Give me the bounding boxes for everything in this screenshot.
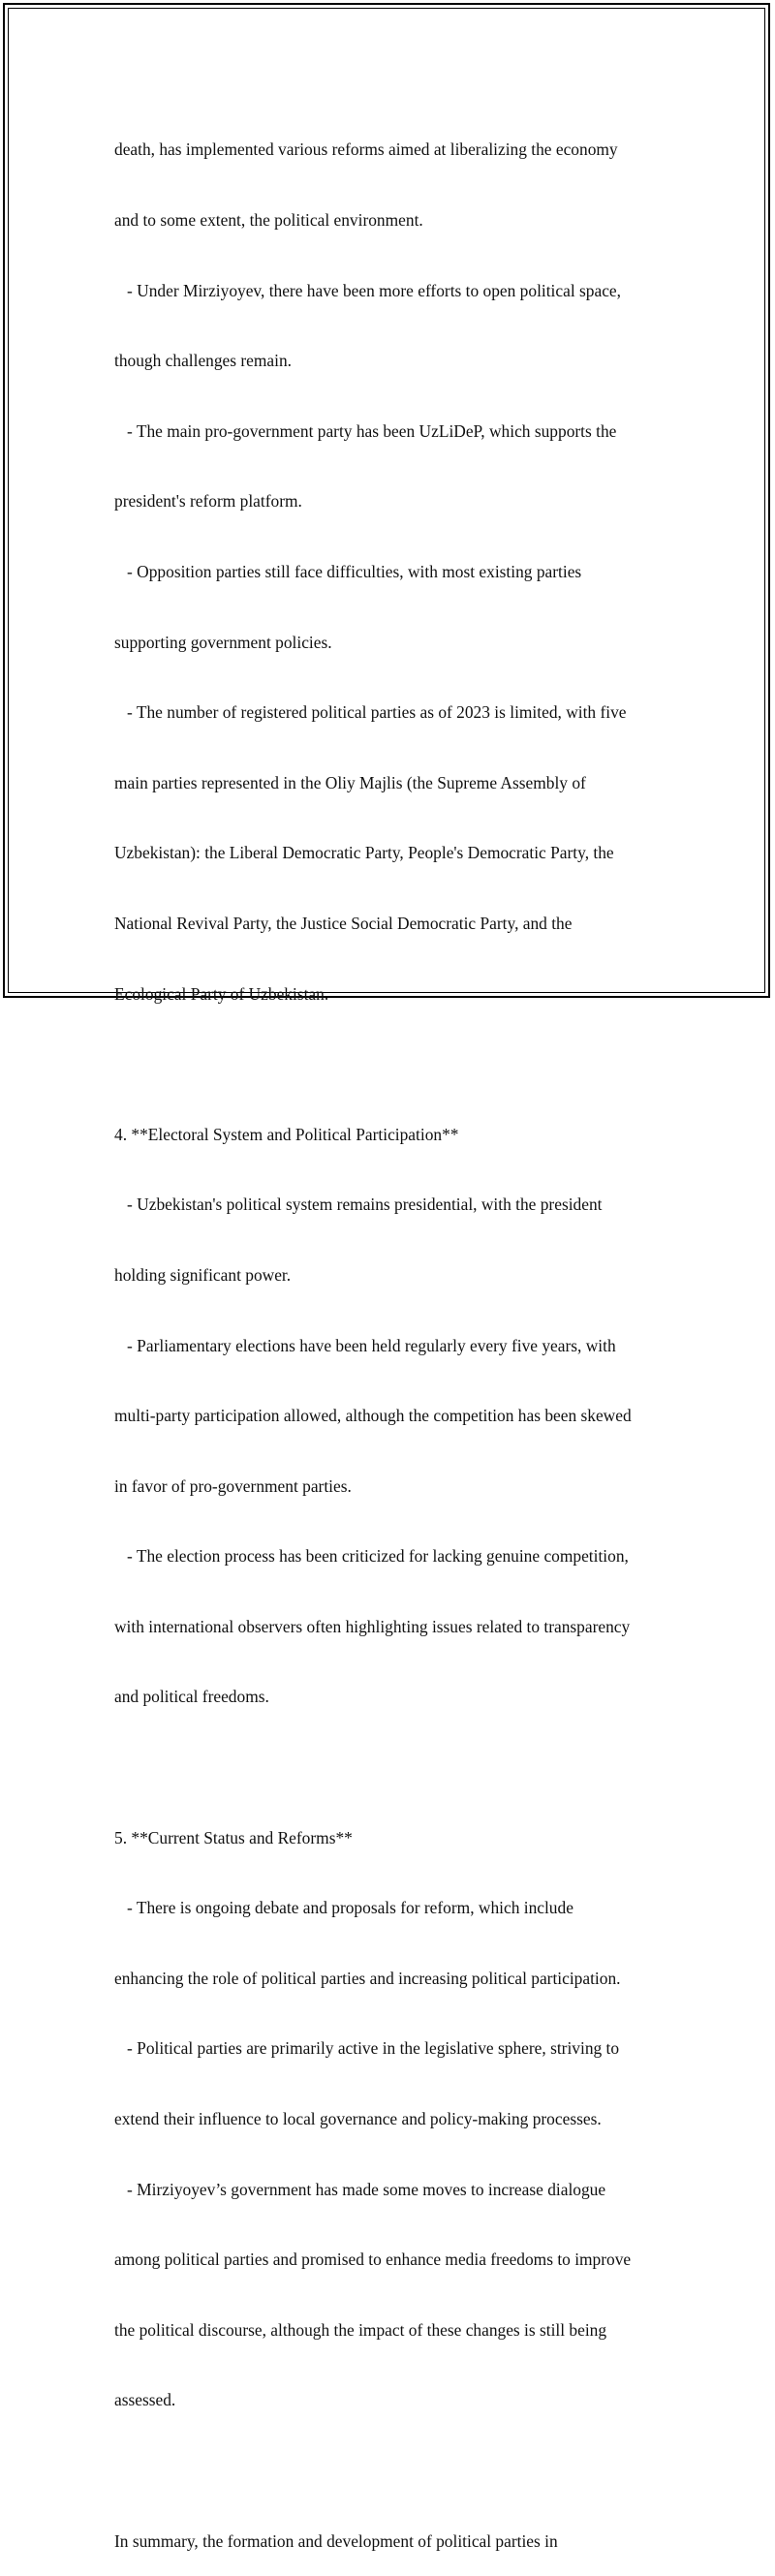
text-line: main parties represented in the Oliy Majlis (the Supreme Assembly of [114, 772, 586, 792]
text-line: among political parties and promised to enhance media freedoms to improve [114, 2250, 632, 2270]
text-line: - The election process has been criticized for lacking genuine competition, [114, 1546, 629, 1567]
blank-line [114, 2459, 676, 2482]
section-heading: 5. **Current Status and Reforms** [114, 1827, 353, 1847]
text-line: - Under Mirziyoyev, there have been more efforts to open political space, [114, 280, 621, 300]
text-line: National Revival Party, the Justice Social Democratic Party, and the [114, 913, 573, 933]
text-line: holding significant power. [114, 1264, 292, 1285]
text-line: supporting government policies. [114, 632, 332, 652]
text-line: president's reform platform. [114, 491, 302, 512]
text-line: Ecological Party of Uzbekistan. [114, 983, 329, 1004]
text-line: and to some extent, the political environment. [114, 210, 423, 230]
text-line: with international observers often highlighting issues related to transparency [114, 1616, 631, 1636]
blank-line [114, 1755, 676, 1779]
text-line: multi-party participation allowed, although the competition has been skewed [114, 1406, 632, 1426]
text-line: - Parliamentary elections have been held regularly every five years, with [114, 1335, 616, 1355]
text-line: in favor of pro-government parties. [114, 1475, 352, 1496]
text-line: - Mirziyoyev’s government has made some moves to increase dialogue [114, 2179, 606, 2199]
text-line: death, has implemented various reforms aimed at liberalizing the economy [114, 140, 618, 160]
text-line: - There is ongoing debate and proposals for reform, which include [114, 1898, 574, 1918]
text-line: - Opposition parties still face difficulties, with most existing parties [114, 561, 582, 581]
text-line: Uzbekistan): the Liberal Democratic Party, People's Democratic Party, the [114, 843, 614, 863]
text-line: - The main pro-government party has been UzLiDeP, which supports the [114, 420, 617, 441]
summary-line: In summary, the formation and development of political parties in [114, 2530, 558, 2551]
text-line: though challenges remain. [114, 351, 293, 371]
text-line: - Uzbekistan's political system remains presidential, with the president [114, 1195, 603, 1215]
text-line: enhancing the role of political parties and increasing political participation. [114, 1968, 621, 1988]
text-line: - The number of registered political parties as of 2023 is limited, with five [114, 702, 627, 723]
text-line: extend their influence to local governance and policy-making processes. [114, 2109, 602, 2129]
text-line: the political discourse, although the impact of these changes is still being [114, 2319, 607, 2340]
section-heading: 4. **Electoral System and Political Participation** [114, 1124, 459, 1144]
document-body [114, 91, 676, 2576]
text-line: - Political parties are primarily active in the legislative sphere, striving to [114, 2038, 620, 2059]
text-line: and political freedoms. [114, 1687, 269, 1707]
blank-line [114, 1052, 676, 1075]
text-line: assessed. [114, 2390, 176, 2410]
